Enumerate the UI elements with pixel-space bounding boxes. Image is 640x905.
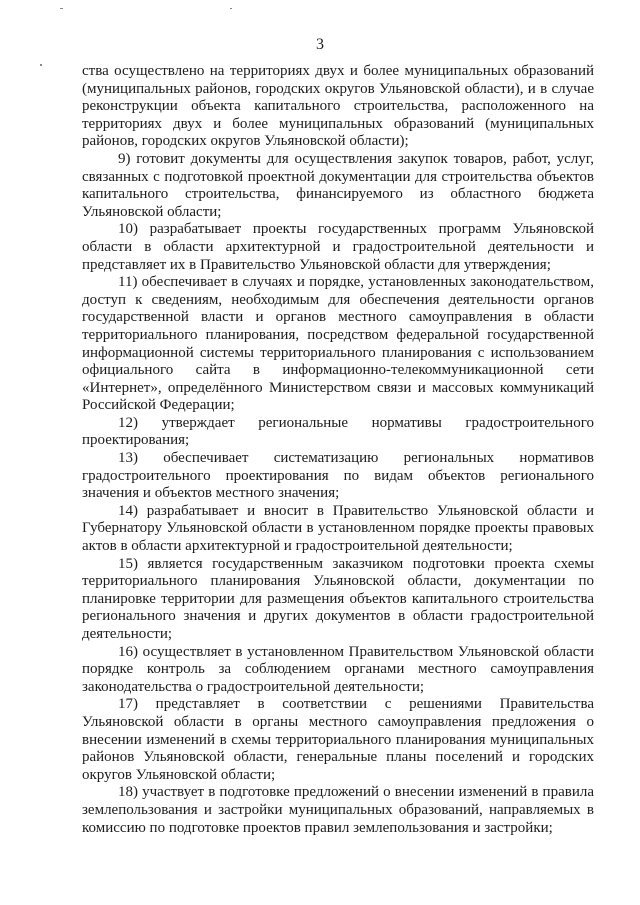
scan-speck — [40, 64, 42, 66]
document-body — [82, 63, 594, 837]
paragraph-item-10: 10) разрабатывает проекты государственных программ Ульяновской области в области архитектурной и градостроительной деятельности и представляет их в Правительство Ульяновской области для утверждения; — [82, 221, 594, 273]
scan-speck — [60, 8, 63, 9]
paragraph-item-16: 16) осуществляет в установленном Правительством Ульяновской области порядке контроль за соблюдением органами местного самоуправления законодательства о градостроительной деятельности; — [82, 643, 594, 695]
page-number: 3 — [316, 36, 324, 53]
paragraph-item-13: 13) обеспечивает систематизацию региональных нормативов градостроительного проектирования по видам объектов регионального значения и объектов местного значения; — [82, 450, 594, 502]
paragraph-item-12: 12) утверждает региональные нормативы градостроительного проектирования; — [82, 414, 594, 449]
paragraph-item-18: 18) участвует в подготовке предложений о внесении изменений в правила землепользования и застройки муниципальных образований, направляемых в комиссию по подготовке проектов правил землепользования и застройки; — [82, 784, 594, 836]
paragraph-item-9: 9) готовит документы для осуществления закупок товаров, работ, услуг, связанных с подготовкой проектной документации для строительства объектов капитального строительства, финансируемого из областного бюджета Ульяновской области; — [82, 150, 594, 220]
paragraph-item-11: 11) обеспечивает в случаях и порядке, установленных законодательством, доступ к сведениям, необходимым для обеспечения деятельности органов государственной власти и органов местного самоуправления в области территориального планирования, посредством федеральной государственной информационной системы территориального планирования с использованием официального сайта в информационно-телекоммуникационной сети «Интернет», определённого Министерством связи и массовых коммуникаций Российской Федерации; — [82, 274, 594, 414]
paragraph-item-15: 15) является государственным заказчиком подготовки проекта схемы территориального планирования Ульяновской области, документации по планировке территории для размещения объектов капитального строительства регионального значения и других документов в области градостроительной деятельности; — [82, 555, 594, 642]
paragraph-item-17: 17) представляет в соответствии с решениями Правительства Ульяновской области в органы местного самоуправления предложения о внесении изменений в схемы территориального планирования муниципальных районов Ульяновской области, генеральные планы поселений и городских округов Ульяновской области; — [82, 696, 594, 783]
scan-speck — [230, 8, 232, 9]
paragraph-item-14: 14) разрабатывает и вносит в Правительство Ульяновской области и Губернатору Ульяновской области в установленном порядке проекты правовых актов в области архитектурной и градостроительной деятельности; — [82, 502, 594, 555]
paragraph-continuation: ства осуществлено на территориях двух и более муниципальных образований (муниципальных районов, городских округов Ульяновской области), и в случае реконструкции объекта капитального строительства, расположенного на территориях двух и более муниципальных образований (муниципальных районов, городских округов Ульяновской области); — [82, 63, 594, 150]
